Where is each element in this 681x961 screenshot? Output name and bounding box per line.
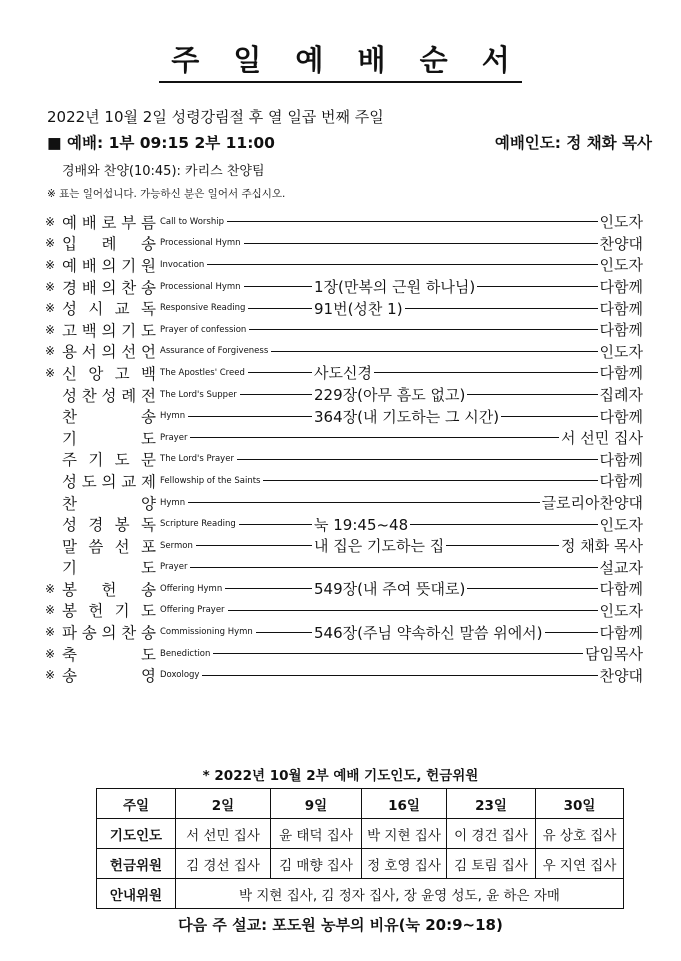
name-char: 도 — [141, 321, 156, 340]
order-item-english: The Lord's Supper — [160, 389, 237, 400]
name-char: 송 — [141, 580, 156, 599]
leader-line — [240, 394, 312, 395]
order-item — [45, 211, 643, 233]
leader-line — [188, 502, 539, 503]
leader-line — [263, 480, 597, 481]
name-char: 예 — [62, 213, 77, 232]
order-item — [45, 254, 643, 276]
standing-mark: ※ — [45, 625, 56, 640]
name-char: 백 — [140, 364, 156, 383]
name-char: 의 — [101, 278, 117, 297]
name-char: 름 — [141, 213, 156, 232]
order-item — [45, 319, 643, 341]
table-cell: 김 경선 집사 — [176, 849, 271, 879]
name-char: 도 — [81, 472, 97, 491]
order-item-english: Scripture Reading — [160, 519, 236, 530]
name-char: 례 — [121, 386, 137, 405]
order-item-detail: 229장(아무 흠도 없고) — [314, 386, 466, 405]
order-item-leader: 인도자 — [599, 601, 643, 620]
leader-line — [237, 459, 598, 460]
order-item-leader: 담임목사 — [585, 645, 643, 664]
order-item-english: Fellowship of the Saints — [160, 475, 261, 486]
leader-line — [271, 351, 597, 352]
offering-row — [97, 849, 624, 879]
order-item — [45, 427, 643, 449]
order-item-leader: 다함께 — [599, 407, 643, 426]
order-item — [45, 664, 643, 686]
name-char: 기 — [88, 451, 104, 470]
name-char: 찬 — [81, 386, 97, 405]
name-char: 의 — [101, 624, 117, 643]
header-cell: 2일 — [176, 789, 271, 819]
order-item-english: Offering Hymn — [160, 583, 223, 594]
name-char: 헌 — [101, 580, 117, 599]
name-char: 기 — [62, 559, 77, 578]
usher-row — [97, 879, 624, 909]
order-item-name — [62, 578, 160, 600]
order-item-leader: 인도자 — [599, 256, 643, 275]
order-item-leader: 서 선민 집사 — [561, 429, 643, 448]
order-item-leader: 글로리아찬양대 — [541, 494, 643, 513]
name-char: 전 — [141, 386, 156, 405]
standing-mark: ※ — [45, 365, 56, 380]
order-item-english: The Apostles' Creed — [160, 367, 245, 378]
order-item-english: Sermon — [160, 540, 193, 551]
name-char: 성 — [62, 300, 77, 319]
name-char: 송 — [62, 667, 77, 686]
row-label: 기도인도 — [97, 819, 176, 849]
order-item-leader: 다함께 — [599, 299, 643, 318]
name-char: 성 — [62, 386, 77, 405]
order-item-name — [62, 319, 160, 341]
leader-line — [256, 632, 312, 633]
name-char: 독 — [140, 516, 156, 535]
table-cell: 유 상호 집사 — [536, 819, 624, 849]
order-item-detail: 눅 19:45~48 — [314, 515, 409, 534]
name-char: 경 — [88, 516, 104, 535]
order-item-name — [62, 448, 160, 470]
order-item-detail: 364장(내 기도하는 그 시간) — [314, 407, 500, 426]
order-item-name — [62, 470, 160, 492]
order-item-detail: 사도신경 — [314, 364, 372, 383]
order-item-english: Responsive Reading — [160, 303, 246, 314]
name-char: 찬 — [121, 278, 137, 297]
leader-line — [239, 524, 312, 525]
praise-time: 경배와 찬양(10:45): 카리스 찬양팀 — [62, 164, 265, 179]
name-char: 찬 — [62, 494, 77, 513]
table-cell: 정 호영 집사 — [362, 849, 447, 879]
order-item-english: Prayer — [160, 562, 188, 573]
name-char: 봉 — [62, 602, 77, 621]
name-char: 의 — [101, 321, 117, 340]
name-char: 원 — [141, 256, 156, 275]
order-item-detail: 내 집은 기도하는 집 — [314, 537, 445, 556]
leader-line — [477, 286, 597, 287]
order-item-detail: 546장(주님 약속하신 말씀 위에서) — [314, 623, 543, 642]
header-cell: 주일 — [97, 789, 176, 819]
leader-line — [244, 243, 598, 244]
service-leader: 예배인도: 정 채화 목사 — [494, 134, 652, 152]
duty-header-row — [97, 789, 624, 819]
order-item-name — [62, 492, 160, 514]
name-char: 파 — [62, 624, 77, 643]
order-item-english: Prayer of confession — [160, 324, 247, 335]
order-item-leader: 다함께 — [599, 623, 643, 642]
page-title: 주 일 예 배 순 서 — [0, 38, 681, 83]
order-item-leader: 찬양대 — [599, 666, 643, 685]
name-char: 교 — [114, 300, 130, 319]
order-item-leader: 다함께 — [599, 450, 643, 469]
header-cell: 16일 — [362, 789, 447, 819]
order-item-detail: 91번(성찬 1) — [314, 299, 403, 318]
name-char: 앙 — [88, 364, 104, 383]
name-char: 경 — [62, 278, 77, 297]
standing-mark: ※ — [45, 279, 56, 294]
table-cell: 김 매향 집사 — [271, 849, 362, 879]
standing-mark: ※ — [45, 646, 56, 661]
order-item — [45, 492, 643, 514]
name-char: 신 — [62, 364, 77, 383]
order-item-name — [62, 276, 160, 298]
order-item — [45, 557, 643, 579]
name-char: 포 — [140, 537, 156, 556]
leader-line — [207, 264, 597, 265]
leader-line — [227, 221, 598, 222]
leader-line — [196, 545, 312, 546]
order-item-name — [62, 384, 160, 406]
name-char: 찬 — [121, 624, 137, 643]
name-char: 도 — [140, 602, 156, 621]
name-char: 언 — [141, 343, 156, 362]
leader-line — [228, 610, 598, 611]
ushers-cell: 박 지현 집사, 김 정자 집사, 장 윤영 성도, 윤 하은 자매 — [176, 879, 624, 909]
name-char: 씀 — [88, 537, 104, 556]
name-char: 예 — [62, 256, 77, 275]
order-item-leader: 정 채화 목사 — [561, 537, 643, 556]
order-item-english: The Lord's Prayer — [160, 454, 234, 465]
leader-line — [248, 372, 312, 373]
standing-mark: ※ — [45, 344, 56, 359]
order-item — [45, 535, 643, 557]
leader-line — [225, 588, 312, 589]
name-char: 시 — [88, 300, 104, 319]
name-char: 도 — [141, 429, 156, 448]
name-char: 기 — [121, 321, 137, 340]
name-char: 성 — [62, 516, 77, 535]
order-item-detail: 549장(내 주여 뜻대로) — [314, 580, 466, 599]
order-item-name — [62, 535, 160, 557]
name-char: 고 — [114, 364, 130, 383]
name-char: 배 — [81, 278, 97, 297]
order-item-leader: 인도자 — [599, 342, 643, 361]
order-item-leader: 찬양대 — [599, 234, 643, 253]
name-char: 의 — [101, 343, 117, 362]
leader-line — [244, 286, 312, 287]
standing-mark: ※ — [45, 257, 56, 272]
order-item-name — [62, 664, 160, 686]
order-item-name — [62, 556, 160, 578]
service-times-row — [47, 131, 652, 153]
next-sermon: 다음 주 설교: 포도원 농부의 비유(눅 20:9~18) — [178, 916, 503, 934]
leader-line — [188, 416, 312, 417]
name-char: 제 — [141, 472, 156, 491]
name-char: 배 — [81, 213, 97, 232]
duty-table — [96, 788, 624, 909]
order-item — [45, 297, 643, 319]
order-item-name — [62, 362, 160, 384]
order-item-english: Hymn — [160, 497, 186, 508]
name-char: 기 — [62, 429, 77, 448]
header-cell: 23일 — [447, 789, 536, 819]
table-cell: 우 지연 집사 — [536, 849, 624, 879]
leader-line — [446, 545, 559, 546]
order-item-name — [62, 254, 160, 276]
name-char: 송 — [141, 278, 156, 297]
order-item-english: Call to Worship — [160, 216, 224, 227]
order-item-name — [62, 599, 160, 621]
name-char: 축 — [62, 645, 77, 664]
name-char: 부 — [121, 213, 137, 232]
name-char: 헌 — [88, 602, 104, 621]
name-char: 독 — [140, 300, 156, 319]
name-char: 송 — [141, 408, 156, 427]
order-item-english: Prayer — [160, 432, 188, 443]
row-label: 헌금위원 — [97, 849, 176, 879]
name-char: 도 — [114, 451, 130, 470]
name-char: 봉 — [114, 516, 130, 535]
name-char: 성 — [101, 386, 117, 405]
name-char: 말 — [62, 537, 77, 556]
order-item-english: Assurance of Forgiveness — [160, 346, 269, 357]
order-item — [45, 405, 643, 427]
leader-line — [190, 567, 597, 568]
order-item-english: Offering Prayer — [160, 605, 225, 616]
order-of-worship — [45, 211, 643, 686]
order-item-leader: 다함께 — [599, 472, 643, 491]
prayer-leader-row — [97, 819, 624, 849]
order-item — [45, 276, 643, 298]
order-item-leader: 다함께 — [599, 580, 643, 599]
leader-line — [249, 329, 597, 330]
leader-line — [467, 588, 597, 589]
order-item-english: Benediction — [160, 648, 211, 659]
header-cell: 30일 — [536, 789, 624, 819]
order-item-leader: 설교자 — [599, 558, 643, 577]
order-item-leader: 다함께 — [599, 364, 643, 383]
order-item-name — [62, 427, 160, 449]
standing-mark: ※ — [45, 301, 56, 316]
name-char: 배 — [81, 256, 97, 275]
order-item — [45, 578, 643, 600]
order-item — [45, 362, 643, 384]
order-item-name — [62, 297, 160, 319]
order-item-name — [62, 211, 160, 233]
standing-mark: ※ — [45, 668, 56, 683]
order-item — [45, 621, 643, 643]
name-char: 기 — [114, 602, 130, 621]
name-char: 송 — [141, 235, 156, 254]
order-item — [45, 643, 643, 665]
name-char: 례 — [101, 235, 117, 254]
table-cell: 윤 태덕 집사 — [271, 819, 362, 849]
order-item-name — [62, 232, 160, 254]
leader-line — [190, 437, 559, 438]
name-char: 고 — [62, 321, 77, 340]
name-char: 도 — [141, 645, 156, 664]
duty-caption: * 2022년 10월 2부 예배 기도인도, 헌금위원 — [202, 768, 479, 784]
order-item — [45, 470, 643, 492]
name-char: 선 — [121, 343, 137, 362]
name-char: 도 — [141, 559, 156, 578]
name-char: 찬 — [62, 408, 77, 427]
leader-line — [545, 632, 598, 633]
order-item-english: Invocation — [160, 259, 205, 270]
standing-mark: ※ — [45, 236, 56, 251]
name-char: 용 — [62, 343, 77, 362]
name-char: 성 — [62, 472, 77, 491]
name-char: 기 — [121, 256, 137, 275]
standing-mark: ※ — [45, 603, 56, 618]
name-char: 송 — [141, 624, 156, 643]
order-item-leader: 집례자 — [599, 386, 643, 405]
leader-line — [374, 372, 598, 373]
order-item-detail: 1장(만복의 근원 하나님) — [314, 278, 476, 297]
leader-line — [213, 653, 583, 654]
order-item-english: Processional Hymn — [160, 238, 241, 249]
leader-line — [467, 394, 597, 395]
name-char: 교 — [121, 472, 137, 491]
order-item-name — [62, 621, 160, 643]
order-item-name — [62, 340, 160, 362]
order-item-name — [62, 513, 160, 535]
name-char: 봉 — [62, 580, 77, 599]
order-item-name — [62, 643, 160, 665]
order-item-english: Hymn — [160, 411, 186, 422]
standing-mark: ※ — [45, 214, 56, 229]
order-item-english: Doxology — [160, 670, 200, 681]
order-item — [45, 341, 643, 363]
service-times: ■ 예배: 1부 09:15 2부 11:00 — [47, 134, 275, 152]
order-item — [45, 233, 643, 255]
leader-line — [202, 675, 597, 676]
name-char: 로 — [101, 213, 117, 232]
name-char: 송 — [81, 624, 97, 643]
standing-mark: ※ — [45, 581, 56, 596]
name-char: 문 — [140, 451, 156, 470]
order-item-leader: 인도자 — [599, 515, 643, 534]
order-item-leader: 인도자 — [599, 213, 643, 232]
order-item-english: Processional Hymn — [160, 281, 241, 292]
table-cell: 김 토림 집사 — [447, 849, 536, 879]
leader-line — [248, 308, 312, 309]
name-char: 의 — [101, 472, 117, 491]
order-item-leader: 다함께 — [599, 278, 643, 297]
row-label: 안내위원 — [97, 879, 176, 909]
name-char: 주 — [62, 451, 77, 470]
name-char: 백 — [81, 321, 97, 340]
order-item — [45, 449, 643, 471]
name-char: 양 — [141, 494, 156, 513]
order-item-english: Commissioning Hymn — [160, 627, 253, 638]
table-cell: 이 경건 집사 — [447, 819, 536, 849]
name-char: 서 — [81, 343, 97, 362]
order-item-name — [62, 405, 160, 427]
leader-line — [501, 416, 597, 417]
name-char: 입 — [62, 235, 77, 254]
standing-mark: ※ — [45, 322, 56, 337]
order-item — [45, 513, 643, 535]
leader-line — [405, 308, 598, 309]
header-cell: 9일 — [271, 789, 362, 819]
date-line: 2022년 10월 2일 성령강림절 후 열 일곱 번째 주일 — [47, 108, 384, 126]
standing-note: ※ 표는 일어섭니다. 가능하신 분은 일어서 주십시오. — [47, 188, 286, 200]
order-item — [45, 384, 643, 406]
leader-line — [410, 524, 597, 525]
table-cell: 서 선민 집사 — [176, 819, 271, 849]
order-item — [45, 600, 643, 622]
name-char: 선 — [114, 537, 130, 556]
order-item-leader: 다함께 — [599, 321, 643, 340]
name-char: 영 — [141, 667, 156, 686]
table-cell: 박 지현 집사 — [362, 819, 447, 849]
name-char: 의 — [101, 256, 117, 275]
